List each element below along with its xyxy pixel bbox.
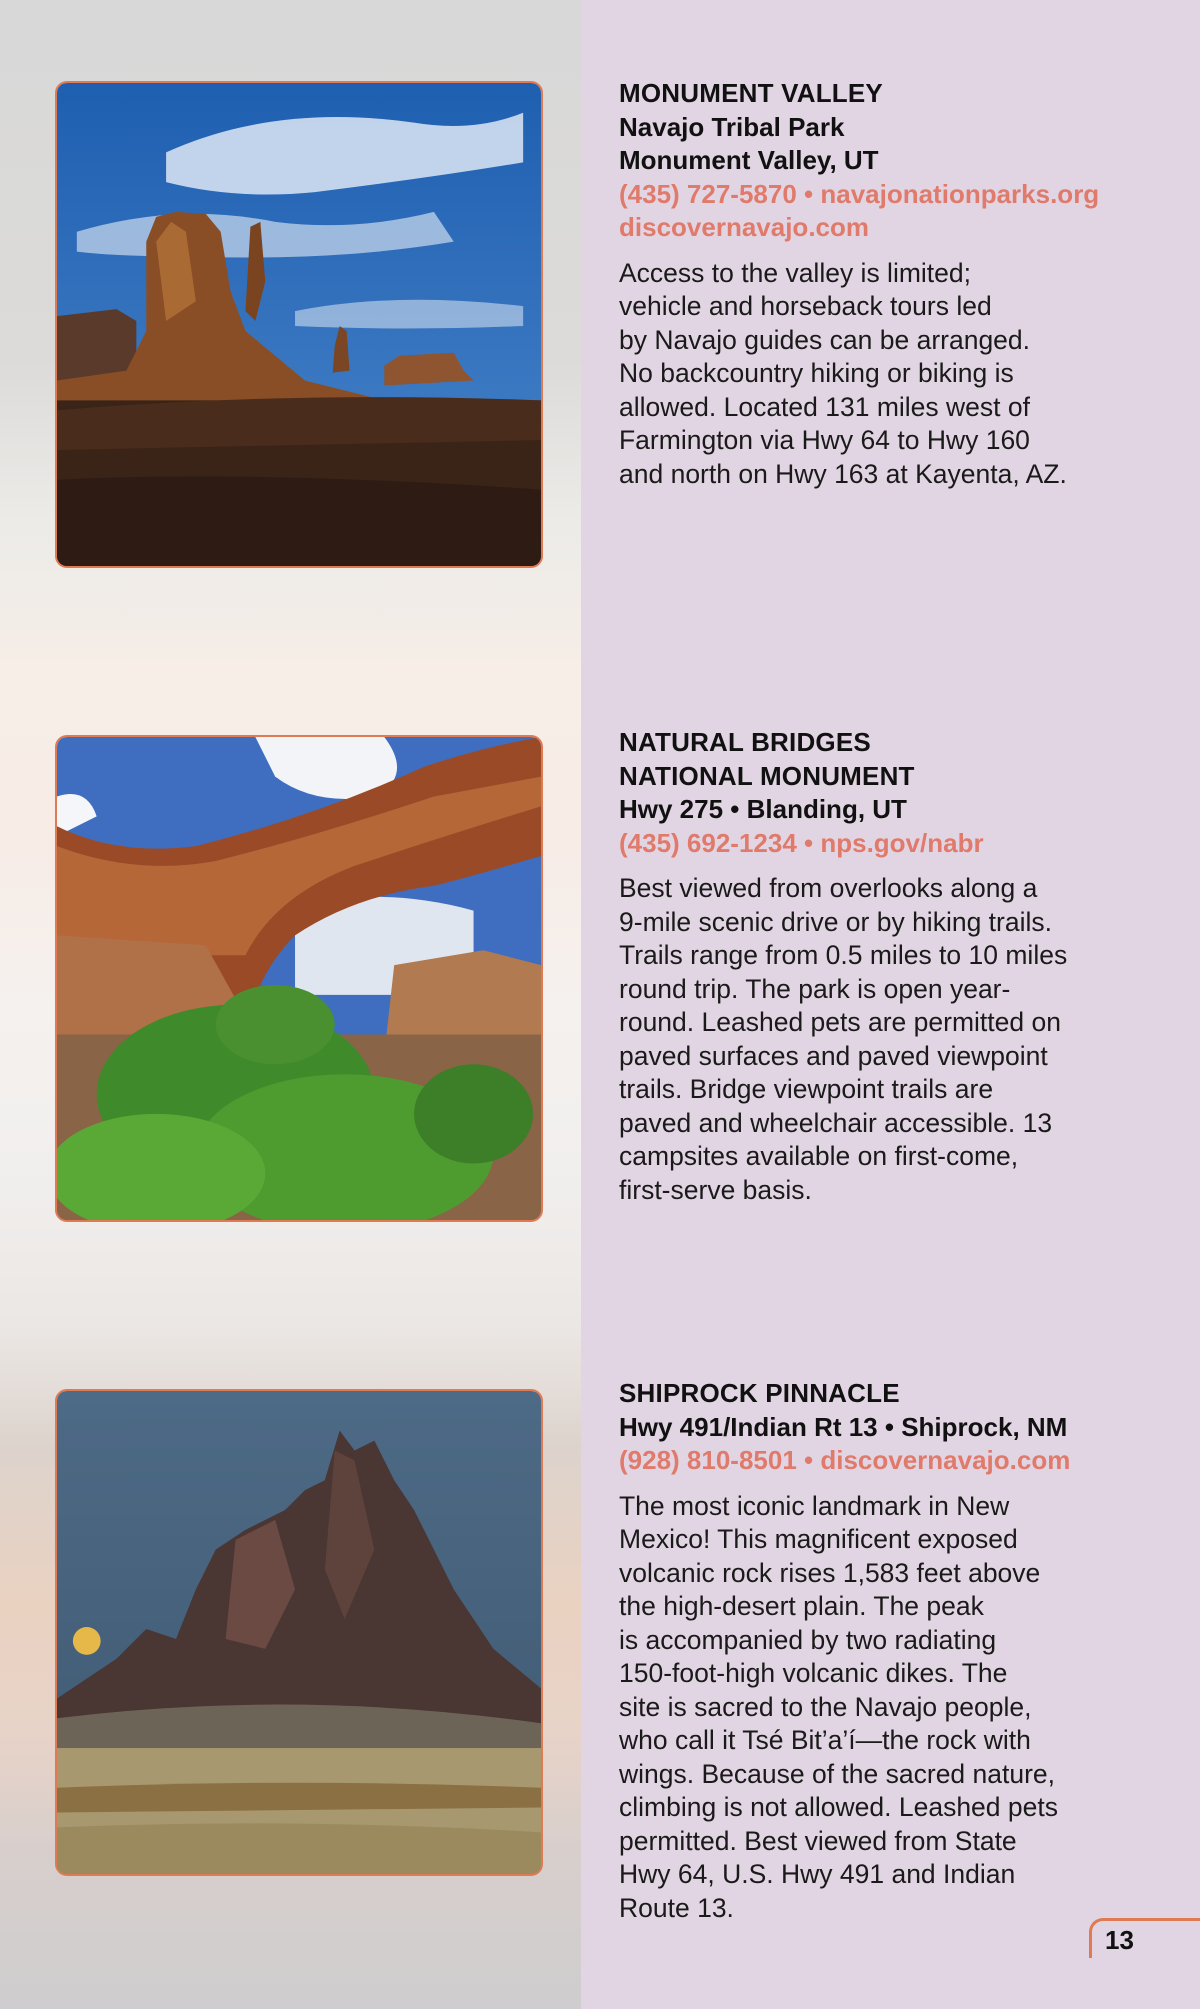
shiprock-photo bbox=[55, 1389, 543, 1876]
entry-contact[interactable]: (928) 810-8501 • discovernavajo.com bbox=[619, 1445, 1071, 1475]
entry-description: Access to the valley is limited; vehicle and horseback tours led by Navajo guides can be arranged. No backcountry hiking or biking is allowed. Located 131 miles west of Farmington via Hwy 64 to Hwy 160 and north on Hwy 163 at Kayenta, AZ. bbox=[619, 257, 1067, 489]
entry-contact[interactable]: (435) 727-5870 • navajonationparks.org bbox=[619, 178, 1100, 209]
entry-title-line-2: NATIONAL MONUMENT bbox=[619, 760, 915, 791]
natural-bridges-photo bbox=[55, 735, 543, 1222]
entry-description: The most iconic landmark in New Mexico! This magnificent exposed volcanic rock rises 1,583 feet above the high-desert plain. The peak is accompanied by two radiating 150-foot-high volcanic dikes. The site is sacred to the Navajo people, who call it Tsé Bit’a’í—the rock with wings. Because of the sacred nature, climbing is not allowed. Leashed pets permitted. Best viewed from State Hwy 64, U.S. Hwy 491 and Indian Route 13. bbox=[619, 1490, 1058, 1923]
entry-location: Hwy 275 • Blanding, UT bbox=[619, 794, 907, 824]
entry-title: SHIPROCK PINNACLE bbox=[619, 1378, 900, 1408]
entry-subtitle: Navajo Tribal Park bbox=[619, 111, 845, 142]
entry-shiprock bbox=[619, 1377, 1179, 1925]
entry-monument-valley bbox=[619, 77, 1179, 491]
monument-valley-photo bbox=[55, 81, 543, 568]
entry-location: Hwy 491/Indian Rt 13 • Shiprock, NM bbox=[619, 1411, 1068, 1442]
entry-contact[interactable]: (435) 692-1234 • nps.gov/nabr bbox=[619, 827, 984, 858]
entry-title: MONUMENT VALLEY bbox=[619, 78, 883, 108]
entry-location: Monument Valley, UT bbox=[619, 145, 879, 175]
page-number: 13 bbox=[1105, 1925, 1134, 1955]
entry-website-link[interactable]: discovernavajo.com bbox=[619, 212, 869, 242]
entry-natural-bridges bbox=[619, 726, 1179, 1207]
entry-title: NATURAL BRIDGES bbox=[619, 727, 871, 757]
entry-description: Best viewed from overlooks along a 9-mile scenic drive or by hiking trails. Trails range from 0.5 miles to 10 miles round trip. The park is open year- round. Leashed pets are permitted on paved surfaces and paved viewpoint trails. Bridge viewpoint trails are paved and wheelchair accessible. 13 campsites available on first-come, first-serve basis. bbox=[619, 873, 1068, 1205]
